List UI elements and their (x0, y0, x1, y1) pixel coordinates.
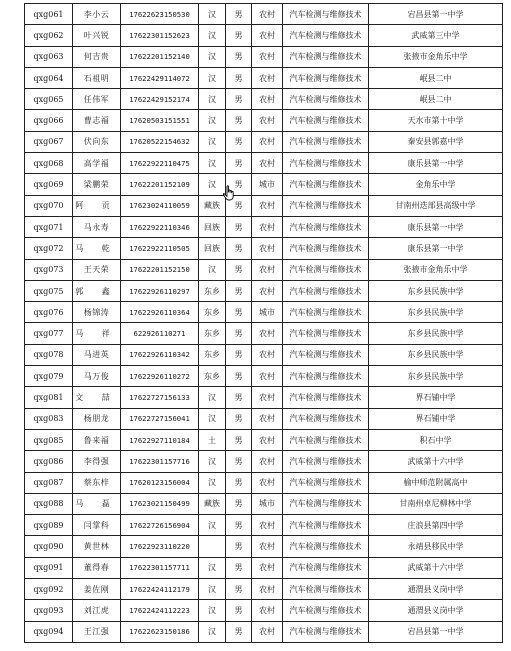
student-name-cell: 马进英 (73, 344, 121, 365)
residence-cell: 农村 (252, 366, 283, 387)
residence-cell: 农村 (252, 557, 283, 578)
student-id-cell: qxg093 (25, 600, 73, 621)
major-cell: 汽车检测与维修技术 (283, 195, 369, 216)
ethnicity-cell: 土 (199, 429, 226, 450)
student-name-cell: 刘江虎 (73, 600, 121, 621)
student-id-cell: qxg070 (25, 195, 73, 216)
student-id-cell: qxg061 (25, 4, 73, 25)
student-name-cell: 马 祥 (73, 323, 121, 344)
student-name-cell: 鲁来福 (73, 429, 121, 450)
student-name-cell: 石祖明 (73, 67, 121, 88)
exam-number-cell: 17622301157716 (121, 451, 199, 472)
table-row (25, 195, 503, 216)
exam-number-cell: 17622201152109 (121, 174, 199, 195)
school-cell: 康乐县第一中学 (369, 216, 503, 237)
school-cell: 积石中学 (369, 429, 503, 450)
gender-cell: 男 (226, 67, 252, 88)
ethnicity-cell: 汉 (199, 131, 226, 152)
ethnicity-cell: 汉 (199, 67, 226, 88)
student-id-cell: qxg073 (25, 259, 73, 280)
exam-number-cell: 17622429114072 (121, 67, 199, 88)
table-row (25, 387, 503, 408)
exam-number-cell: 17622623150530 (121, 4, 199, 25)
ethnicity-cell: 汉 (199, 46, 226, 67)
residence-cell: 城市 (252, 302, 283, 323)
table-row (25, 429, 503, 450)
table-row (25, 344, 503, 365)
major-cell: 汽车检测与维修技术 (283, 25, 369, 46)
student-id-cell: qxg072 (25, 238, 73, 259)
student-id-cell: qxg077 (25, 323, 73, 344)
student-name-cell: 任伟军 (73, 89, 121, 110)
student-id-cell: qxg081 (25, 387, 73, 408)
ethnicity-cell: 汉 (199, 408, 226, 429)
ethnicity-cell: 汉 (199, 259, 226, 280)
student-id-cell: qxg079 (25, 366, 73, 387)
exam-number-cell: 17622424112179 (121, 579, 199, 600)
student-name-cell: 蔡东梓 (73, 472, 121, 493)
ethnicity-cell: 藏族 (199, 195, 226, 216)
residence-cell: 农村 (252, 621, 283, 642)
school-cell: 东乡县民族中学 (369, 302, 503, 323)
gender-cell: 男 (226, 131, 252, 152)
residence-cell: 农村 (252, 344, 283, 365)
major-cell: 汽车检测与维修技术 (283, 621, 369, 642)
school-cell: 榆中师范附属高中 (369, 472, 503, 493)
student-name-cell: 姜佐刚 (73, 579, 121, 600)
gender-cell: 男 (226, 153, 252, 174)
school-cell: 东乡县民族中学 (369, 344, 503, 365)
exam-number-cell: 17622201152140 (121, 46, 199, 67)
residence-cell: 农村 (252, 323, 283, 344)
ethnicity-cell: 汉 (199, 174, 226, 195)
residence-cell: 农村 (252, 429, 283, 450)
student-id-cell: qxg086 (25, 451, 73, 472)
residence-cell: 农村 (252, 110, 283, 131)
residence-cell: 城市 (252, 493, 283, 514)
student-name-cell: 曹志福 (73, 110, 121, 131)
gender-cell: 男 (226, 366, 252, 387)
major-cell: 汽车检测与维修技术 (283, 110, 369, 131)
ethnicity-cell: 汉 (199, 110, 226, 131)
gender-cell: 男 (226, 259, 252, 280)
gender-cell: 男 (226, 536, 252, 557)
gender-cell: 男 (226, 515, 252, 536)
gender-cell: 男 (226, 621, 252, 642)
school-cell: 东乡县民族中学 (369, 280, 503, 301)
school-cell: 庄浪县第四中学 (369, 515, 503, 536)
table-row (25, 451, 503, 472)
exam-number-cell: 17622727156041 (121, 408, 199, 429)
exam-number-cell: 17623021150499 (121, 493, 199, 514)
student-name-cell: 梁鹏荣 (73, 174, 121, 195)
ethnicity-cell: 汉 (199, 515, 226, 536)
table-row (25, 621, 503, 642)
gender-cell: 男 (226, 25, 252, 46)
student-name-cell: 何吉贵 (73, 46, 121, 67)
student-name-cell: 马 磊 (73, 493, 121, 514)
student-name-cell: 阿 贡 (73, 195, 121, 216)
residence-cell: 农村 (252, 536, 283, 557)
major-cell: 汽车检测与维修技术 (283, 536, 369, 557)
student-id-cell: qxg088 (25, 493, 73, 514)
school-cell: 甘南州迭部县高级中学 (369, 195, 503, 216)
exam-number-cell: 17622922110475 (121, 153, 199, 174)
gender-cell: 男 (226, 46, 252, 67)
exam-number-cell: 17622726156904 (121, 515, 199, 536)
exam-number-cell: 17620503151551 (121, 110, 199, 131)
school-cell: 岷县二中 (369, 89, 503, 110)
major-cell: 汽车检测与维修技术 (283, 366, 369, 387)
residence-cell: 农村 (252, 600, 283, 621)
student-name-cell: 闫掌科 (73, 515, 121, 536)
gender-cell: 男 (226, 387, 252, 408)
student-name-cell: 杨朋龙 (73, 408, 121, 429)
exam-number-cell: 17622926110364 (121, 302, 199, 323)
student-id-cell: qxg068 (25, 153, 73, 174)
table-row (25, 600, 503, 621)
student-id-cell: qxg094 (25, 621, 73, 642)
table-row (25, 131, 503, 152)
exam-number-cell: 17622727156133 (121, 387, 199, 408)
major-cell: 汽车检测与维修技术 (283, 472, 369, 493)
school-cell: 康乐县第一中学 (369, 238, 503, 259)
major-cell: 汽车检测与维修技术 (283, 46, 369, 67)
student-id-cell: qxg066 (25, 110, 73, 131)
exam-number-cell: 17622926110342 (121, 344, 199, 365)
ethnicity-cell: 回族 (199, 238, 226, 259)
gender-cell: 男 (226, 89, 252, 110)
student-name-cell: 伏向东 (73, 131, 121, 152)
student-id-cell: qxg064 (25, 67, 73, 88)
major-cell: 汽车检测与维修技术 (283, 131, 369, 152)
table-row (25, 302, 503, 323)
gender-cell: 男 (226, 493, 252, 514)
ethnicity-cell: 东乡 (199, 344, 226, 365)
major-cell: 汽车检测与维修技术 (283, 515, 369, 536)
ethnicity-cell: 东乡 (199, 302, 226, 323)
table-row (25, 238, 503, 259)
table-row (25, 216, 503, 237)
table-row (25, 493, 503, 514)
student-name-cell: 高学福 (73, 153, 121, 174)
residence-cell: 农村 (252, 408, 283, 429)
school-cell: 宕昌县第一中学 (369, 621, 503, 642)
student-id-cell: qxg091 (25, 557, 73, 578)
table-row (25, 472, 503, 493)
student-id-cell: qxg067 (25, 131, 73, 152)
ethnicity-cell: 汉 (199, 557, 226, 578)
school-cell: 界石铺中学 (369, 387, 503, 408)
residence-cell: 农村 (252, 131, 283, 152)
residence-cell: 农村 (252, 89, 283, 110)
student-id-cell: qxg083 (25, 408, 73, 429)
school-cell: 秦安县郭嘉中学 (369, 131, 503, 152)
major-cell: 汽车检测与维修技术 (283, 216, 369, 237)
student-name-cell: 黄世林 (73, 536, 121, 557)
major-cell: 汽车检测与维修技术 (283, 451, 369, 472)
exam-number-cell: 17622429152174 (121, 89, 199, 110)
student-name-cell: 李得强 (73, 451, 121, 472)
exam-number-cell: 17622424112223 (121, 600, 199, 621)
school-cell: 岷县二中 (369, 67, 503, 88)
student-id-cell: qxg085 (25, 429, 73, 450)
exam-number-cell: 17622623150186 (121, 621, 199, 642)
student-name-cell: 文 喆 (73, 387, 121, 408)
exam-number-cell: 17622201152150 (121, 259, 199, 280)
residence-cell: 农村 (252, 515, 283, 536)
ethnicity-cell: 东乡 (199, 280, 226, 301)
student-name-cell: 叶兴锐 (73, 25, 121, 46)
exam-number-cell: 17622927110184 (121, 429, 199, 450)
student-id-cell: qxg071 (25, 216, 73, 237)
residence-cell: 农村 (252, 25, 283, 46)
ethnicity-cell: 东乡 (199, 323, 226, 344)
student-id-cell: qxg078 (25, 344, 73, 365)
hand-pointer-icon (222, 185, 236, 201)
exam-number-cell: 17620522154632 (121, 131, 199, 152)
major-cell: 汽车检测与维修技术 (283, 579, 369, 600)
table-row (25, 153, 503, 174)
major-cell: 汽车检测与维修技术 (283, 387, 369, 408)
ethnicity-cell: 汉 (199, 4, 226, 25)
table-row (25, 323, 503, 344)
exam-number-cell: 17622301152623 (121, 25, 199, 46)
school-cell: 东乡县民族中学 (369, 366, 503, 387)
table-row (25, 515, 503, 536)
school-cell: 张掖市金角乐中学 (369, 259, 503, 280)
ethnicity-cell (199, 536, 226, 557)
table-row (25, 259, 503, 280)
school-cell: 金角乐中学 (369, 174, 503, 195)
gender-cell: 男 (226, 302, 252, 323)
table-row (25, 110, 503, 131)
gender-cell: 男 (226, 323, 252, 344)
ethnicity-cell: 汉 (199, 579, 226, 600)
table-row (25, 67, 503, 88)
table-row (25, 579, 503, 600)
residence-cell: 农村 (252, 46, 283, 67)
table-row (25, 280, 503, 301)
student-name-cell: 杨锦涛 (73, 302, 121, 323)
exam-number-cell: 17622926110297 (121, 280, 199, 301)
ethnicity-cell: 汉 (199, 153, 226, 174)
gender-cell: 男 (226, 408, 252, 429)
student-id-cell: qxg069 (25, 174, 73, 195)
student-name-cell: 李小云 (73, 4, 121, 25)
major-cell: 汽车检测与维修技术 (283, 600, 369, 621)
major-cell: 汽车检测与维修技术 (283, 153, 369, 174)
ethnicity-cell: 汉 (199, 25, 226, 46)
student-id-cell: qxg062 (25, 25, 73, 46)
exam-number-cell: 17622926110272 (121, 366, 199, 387)
table-row (25, 4, 503, 25)
residence-cell: 农村 (252, 280, 283, 301)
ethnicity-cell: 汉 (199, 387, 226, 408)
gender-cell: 男 (226, 472, 252, 493)
gender-cell: 男 (226, 557, 252, 578)
major-cell: 汽车检测与维修技术 (283, 259, 369, 280)
school-cell: 甘南州卓尼柳林中学 (369, 493, 503, 514)
student-id-cell: qxg087 (25, 472, 73, 493)
major-cell: 汽车检测与维修技术 (283, 174, 369, 195)
gender-cell: 男 (226, 216, 252, 237)
gender-cell: 男 (226, 238, 252, 259)
school-cell: 宕昌县第一中学 (369, 4, 503, 25)
major-cell: 汽车检测与维修技术 (283, 429, 369, 450)
student-id-cell: qxg075 (25, 280, 73, 301)
ethnicity-cell: 回族 (199, 216, 226, 237)
student-name-cell: 马 乾 (73, 238, 121, 259)
residence-cell: 农村 (252, 216, 283, 237)
school-cell: 武威第十六中学 (369, 451, 503, 472)
major-cell: 汽车检测与维修技术 (283, 302, 369, 323)
school-cell: 通渭县义岗中学 (369, 579, 503, 600)
major-cell: 汽车检测与维修技术 (283, 557, 369, 578)
residence-cell: 农村 (252, 238, 283, 259)
residence-cell: 农村 (252, 579, 283, 600)
gender-cell: 男 (226, 280, 252, 301)
residence-cell: 农村 (252, 451, 283, 472)
residence-cell: 农村 (252, 259, 283, 280)
student-name-cell: 董得春 (73, 557, 121, 578)
student-id-cell: qxg090 (25, 536, 73, 557)
ethnicity-cell: 汉 (199, 600, 226, 621)
exam-number-cell: 17620123156004 (121, 472, 199, 493)
major-cell: 汽车检测与维修技术 (283, 280, 369, 301)
table-row (25, 408, 503, 429)
gender-cell: 男 (226, 4, 252, 25)
residence-cell: 农村 (252, 387, 283, 408)
major-cell: 汽车检测与维修技术 (283, 89, 369, 110)
table-row (25, 89, 503, 110)
residence-cell: 城市 (252, 174, 283, 195)
exam-number-cell: 17622301157711 (121, 557, 199, 578)
student-name-cell: 郭 鑫 (73, 280, 121, 301)
school-cell: 东乡县民族中学 (369, 323, 503, 344)
gender-cell: 男 (226, 195, 252, 216)
roster-body (25, 4, 503, 643)
major-cell: 汽车检测与维修技术 (283, 323, 369, 344)
ethnicity-cell: 汉 (199, 472, 226, 493)
exam-number-cell: 17622922110505 (121, 238, 199, 259)
ethnicity-cell: 藏族 (199, 493, 226, 514)
residence-cell: 农村 (252, 67, 283, 88)
student-name-cell: 王天荣 (73, 259, 121, 280)
major-cell: 汽车检测与维修技术 (283, 493, 369, 514)
table-row (25, 25, 503, 46)
gender-cell: 男 (226, 451, 252, 472)
residence-cell: 农村 (252, 4, 283, 25)
gender-cell: 男 (226, 174, 252, 195)
exam-number-cell: 622926110271 (121, 323, 199, 344)
ethnicity-cell: 东乡 (199, 366, 226, 387)
school-cell: 通渭县义岗中学 (369, 600, 503, 621)
student-id-cell: qxg063 (25, 46, 73, 67)
gender-cell: 男 (226, 600, 252, 621)
student-name-cell: 马永寿 (73, 216, 121, 237)
table-row (25, 174, 503, 195)
table-row (25, 536, 503, 557)
ethnicity-cell: 汉 (199, 451, 226, 472)
school-cell: 康乐县第一中学 (369, 153, 503, 174)
school-cell: 张掖市金角乐中学 (369, 46, 503, 67)
student-name-cell: 王江强 (73, 621, 121, 642)
major-cell: 汽车检测与维修技术 (283, 67, 369, 88)
school-cell: 界石铺中学 (369, 408, 503, 429)
table-row (25, 557, 503, 578)
major-cell: 汽车检测与维修技术 (283, 344, 369, 365)
major-cell: 汽车检测与维修技术 (283, 4, 369, 25)
student-id-cell: qxg089 (25, 515, 73, 536)
ethnicity-cell: 汉 (199, 621, 226, 642)
gender-cell: 男 (226, 429, 252, 450)
exam-number-cell: 17623024110059 (121, 195, 199, 216)
residence-cell: 农村 (252, 472, 283, 493)
major-cell: 汽车检测与维修技术 (283, 408, 369, 429)
ethnicity-cell: 汉 (199, 89, 226, 110)
table-row (25, 366, 503, 387)
student-id-cell: qxg092 (25, 579, 73, 600)
major-cell: 汽车检测与维修技术 (283, 238, 369, 259)
residence-cell: 农村 (252, 195, 283, 216)
student-roster-table (24, 3, 503, 643)
school-cell: 武威第三中学 (369, 25, 503, 46)
table-row (25, 46, 503, 67)
student-id-cell: qxg076 (25, 302, 73, 323)
exam-number-cell: 17622922110346 (121, 216, 199, 237)
school-cell: 天水市第十中学 (369, 110, 503, 131)
student-name-cell: 马万俊 (73, 366, 121, 387)
exam-number-cell: 17622923110220 (121, 536, 199, 557)
gender-cell: 男 (226, 344, 252, 365)
gender-cell: 男 (226, 110, 252, 131)
student-id-cell: qxg065 (25, 89, 73, 110)
school-cell: 永靖县移民中学 (369, 536, 503, 557)
residence-cell: 农村 (252, 153, 283, 174)
school-cell: 武威第十六中学 (369, 557, 503, 578)
gender-cell: 男 (226, 579, 252, 600)
